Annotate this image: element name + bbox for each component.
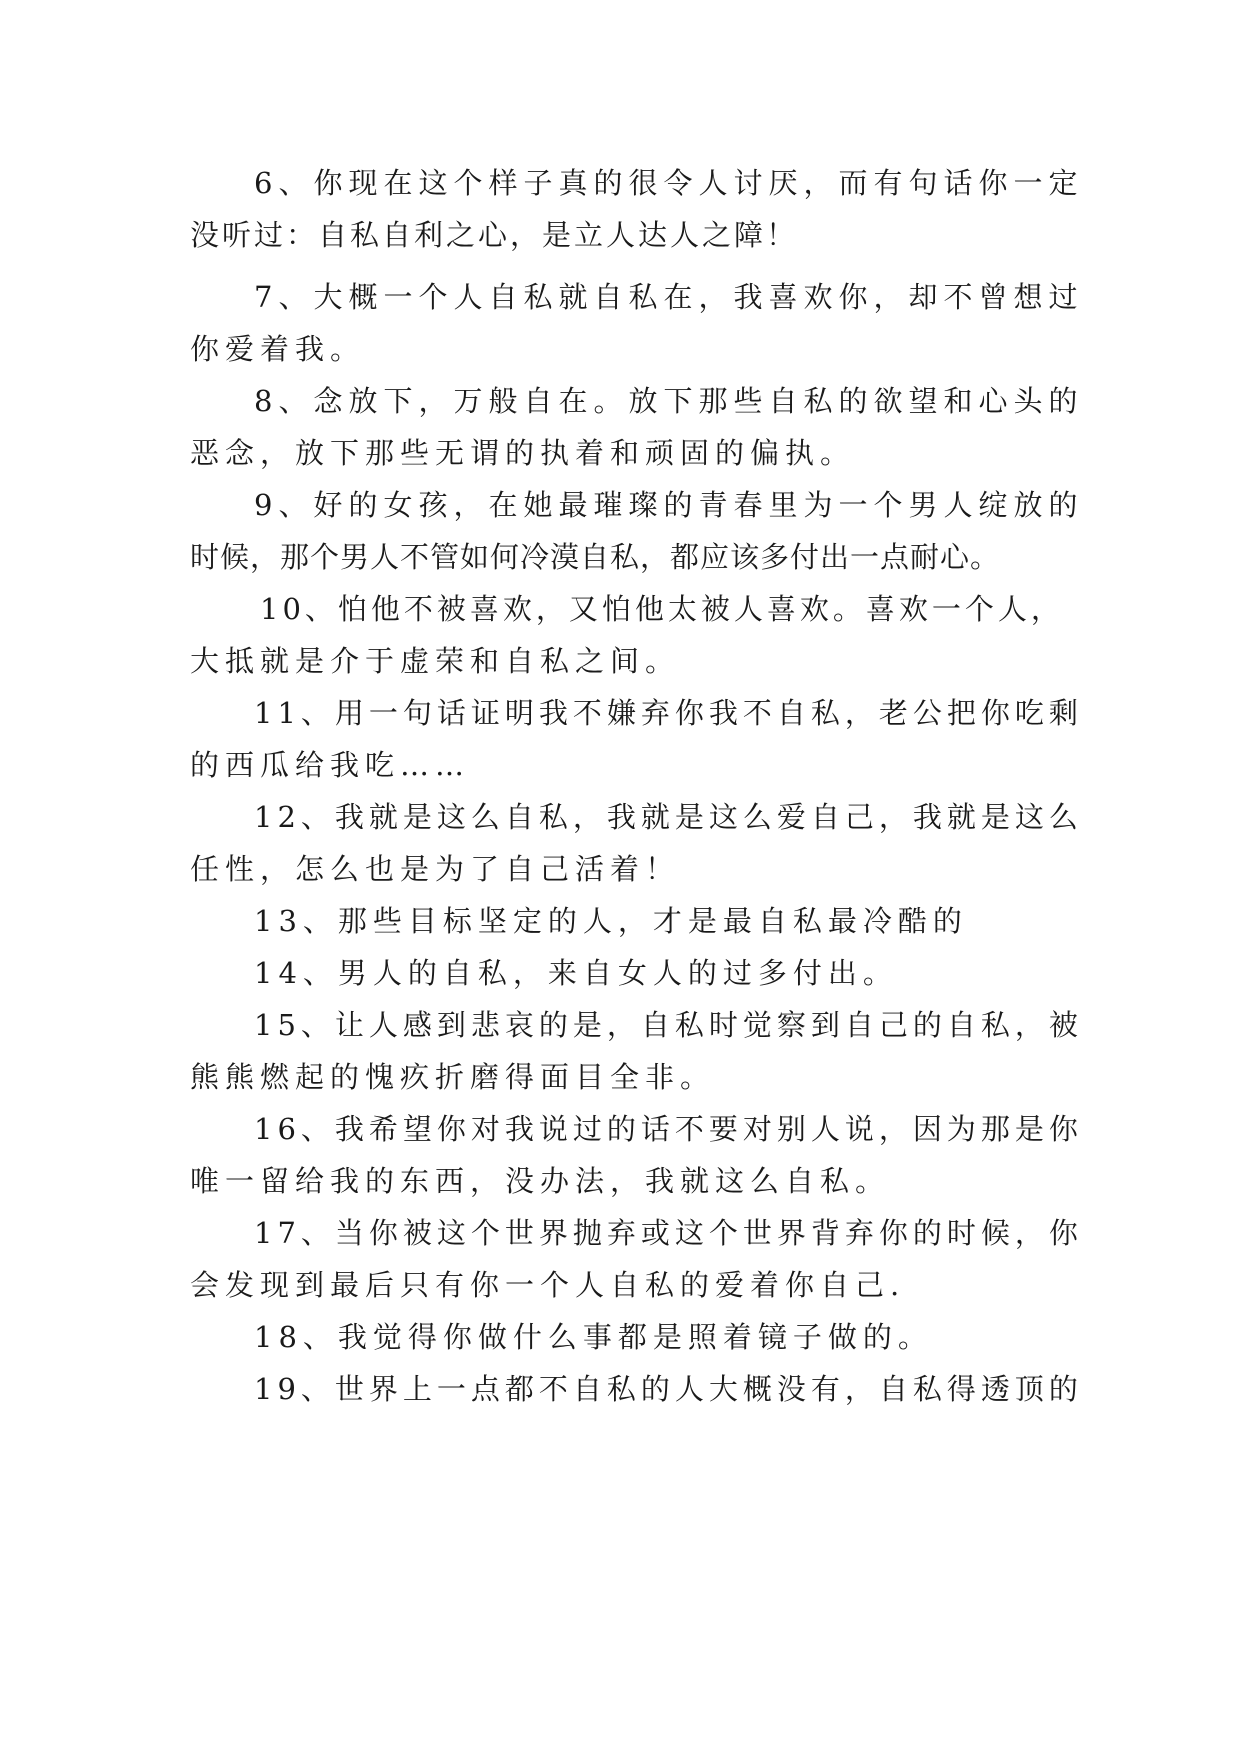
- text-line: 8、念放下，万般自在。放下那些自私的欲望和心头的: [254, 384, 1084, 418]
- text-line: 的西瓜给我吃……: [190, 748, 471, 782]
- text-line: 任性，怎么也是为了自己活着！: [190, 852, 681, 886]
- text-line: 17、当你被这个世界抛弃或这个世界背弃你的时候，你: [254, 1216, 1083, 1250]
- text-line: 12、我就是这么自私，我就是这么爱自己，我就是这么: [254, 800, 1083, 834]
- text-line: 你爱着我。: [190, 332, 366, 366]
- text-line: 16、我希望你对我说过的话不要对别人说，因为那是你: [254, 1112, 1083, 1146]
- text-line: 唯一留给我的东西，没办法，我就这么自私。: [190, 1164, 891, 1198]
- text-line: 18、我觉得你做什么事都是照着镜子做的。: [254, 1320, 933, 1354]
- text-line: 熊熊燃起的愧疚折磨得面目全非。: [190, 1060, 716, 1094]
- text-line: 没听过：自私自利之心，是立人达人之障！: [190, 218, 799, 252]
- text-line: 15、让人感到悲哀的是，自私时觉察到自己的自私，被: [254, 1008, 1083, 1042]
- text-line: 10、怕他不被喜欢，又怕他太被人喜欢。喜欢一个人，: [260, 592, 1064, 626]
- text-line: 14、男人的自私，来自女人的过多付出。: [254, 956, 898, 990]
- text-line: 会发现到最后只有你一个人自私的爱着你自己.: [190, 1268, 906, 1302]
- text-line: 11、用一句话证明我不嫌弃你我不自私，老公把你吃剩: [254, 696, 1083, 730]
- text-line: 7、大概一个人自私就自私在，我喜欢你，却不曾想过: [254, 280, 1084, 314]
- text-line: 19、世界上一点都不自私的人大概没有，自私得透顶的: [254, 1372, 1083, 1406]
- text-line: 大抵就是介于虚荣和自私之间。: [190, 644, 681, 678]
- text-line: 13、那些目标坚定的人，才是最自私最冷酷的: [254, 904, 968, 938]
- text-line: 恶念，放下那些无谓的执着和顽固的偏执。: [190, 436, 856, 470]
- text-line: 时候，那个男人不管如何冷漠自私，都应该多付出一点耐心。: [190, 540, 1001, 574]
- text-line: 9、好的女孩，在她最璀璨的青春里为一个男人绽放的: [254, 488, 1084, 522]
- text-line: 6、你现在这个样子真的很令人讨厌，而有句话你一定: [254, 166, 1084, 200]
